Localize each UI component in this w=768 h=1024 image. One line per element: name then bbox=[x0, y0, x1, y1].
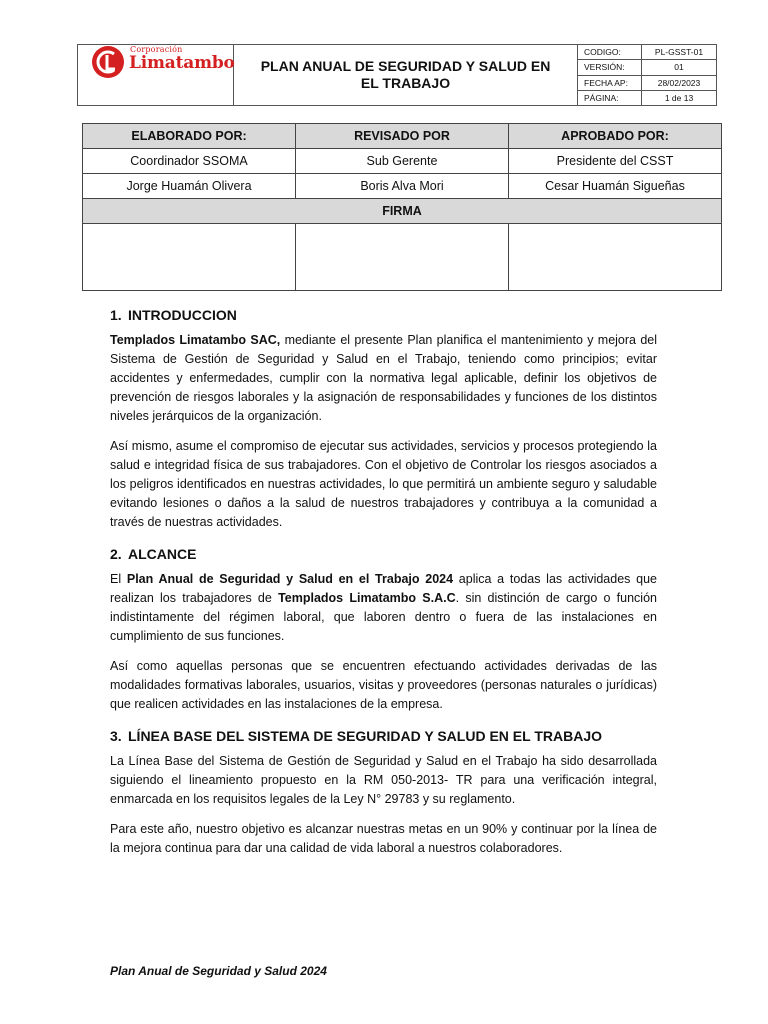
section-heading bbox=[110, 305, 657, 325]
meta-value: 28/02/2023 bbox=[657, 77, 701, 88]
section-heading bbox=[110, 544, 657, 564]
document-body bbox=[110, 305, 657, 858]
paragraph-text: El bbox=[110, 572, 127, 586]
meta-value: 01 bbox=[674, 62, 684, 73]
paragraph: Así mismo, asume el compromiso de ejecutar sus actividades, servicios y procesos protegiendo la salud e integridad física de sus trabajadores. Con el objetivo de Controlar los riesgos asociados a los peligros identificados en nuestras actividades, lo que permitirá un ambiente seguro y saludable evitando lesiones o daños a la salud de nuestros trabajadores y contribuya a la comunidad a través de nuestras actividades. bbox=[110, 439, 657, 529]
paragraph-text: . sin distinción de cargo o función indistintamente del régimen laboral, que laboren dentro o fuera de las instalaciones en cumplimiento de sus funciones. bbox=[110, 591, 657, 643]
section-number: 2. bbox=[110, 546, 122, 562]
paragraph: Así como aquellas personas que se encuentren efectuando actividades derivadas de las modalidades formativas laborales, usuarios, visitas y proveedores (personas naturales o jurídicas) que realicen actividades en las instalaciones de la empresa. bbox=[110, 659, 657, 711]
meta-row-version bbox=[578, 60, 716, 75]
signature-header: FIRMA bbox=[83, 199, 722, 224]
paragraph bbox=[110, 570, 657, 646]
approval-header: REVISADO POR bbox=[296, 124, 509, 149]
paragraph: La Línea Base del Sistema de Gestión de Seguridad y Salud en el Trabajo ha sido desarrollada siguiendo el lineamiento propuesto en la RM 050-2013- TR para una verificación integral, enmarcada en los requisitos legales de la Ley N° 29783 y su reglamento. bbox=[110, 754, 657, 806]
paragraph bbox=[110, 331, 657, 426]
document-title: PLAN ANUAL DE SEGURIDAD Y SALUD EN EL TRABAJO bbox=[234, 45, 578, 105]
limatambo-logo-icon bbox=[91, 45, 125, 79]
meta-key: FECHA AP: bbox=[578, 76, 642, 90]
paragraph-text: mediante el presente Plan planifica el mantenimiento y mejora del Sistema de Gestión de Seguridad y Salud en el Trabajo, teniendo como principios; evitar accidentes y enfermedades, cumplir con la normativa legal aplicable, definir los objetivos de prevención de riesgos laborales y la asignación de responsabilidades y funciones de los distintos niveles jerárquicos de la organización. bbox=[110, 333, 658, 423]
section-number: 1. bbox=[110, 307, 122, 323]
meta-key: VERSIÓN: bbox=[578, 60, 642, 74]
signature-cell bbox=[296, 224, 509, 291]
section-title: ALCANCE bbox=[128, 546, 197, 562]
document-header bbox=[77, 44, 717, 106]
approval-role: Coordinador SSOMA bbox=[83, 149, 296, 174]
section-title: LÍNEA BASE DEL SISTEMA DE SEGURIDAD Y SALUD EN EL TRABAJO bbox=[128, 728, 602, 744]
meta-value: PL-GSST-01 bbox=[654, 47, 704, 58]
bold-text: Templados Limatambo S.A.C bbox=[278, 591, 456, 605]
signature-cell bbox=[83, 224, 296, 291]
document-meta bbox=[578, 45, 716, 105]
approval-header: APROBADO POR: bbox=[509, 124, 722, 149]
approval-name: Boris Alva Mori bbox=[296, 174, 509, 199]
paragraph: Para este año, nuestro objetivo es alcanzar nuestras metas en un 90% y continuar por la línea de la mejora continua para dar una calidad de vida laboral a nuestros colaboradores. bbox=[110, 822, 657, 855]
page-footer: Plan Anual de Seguridad y Salud 2024 bbox=[110, 964, 327, 978]
bold-text: Plan Anual de Seguridad y Salud en el Trabajo 2024 bbox=[126, 572, 454, 586]
meta-row-date bbox=[578, 76, 716, 91]
logo-wordmark: Limatambo bbox=[129, 53, 235, 73]
logo-subtitle: Corporación bbox=[130, 45, 183, 54]
company-logo bbox=[78, 45, 234, 105]
approval-name: Jorge Huamán Olivera bbox=[83, 174, 296, 199]
signature-cell bbox=[509, 224, 722, 291]
approval-role: Sub Gerente bbox=[296, 149, 509, 174]
approval-header: ELABORADO POR: bbox=[83, 124, 296, 149]
meta-row-code bbox=[578, 45, 716, 60]
meta-key: PÁGINA: bbox=[578, 91, 642, 105]
approval-role: Presidente del CSST bbox=[509, 149, 722, 174]
section-title: INTRODUCCION bbox=[128, 307, 237, 323]
paragraph-text: aplica a todas las actividades que realizan los trabajadores de bbox=[110, 572, 658, 605]
section-number: 3. bbox=[110, 728, 122, 744]
section-heading bbox=[110, 726, 657, 746]
meta-row-page bbox=[578, 91, 716, 105]
approval-name: Cesar Huamán Sigueñas bbox=[509, 174, 722, 199]
meta-key: CODIGO: bbox=[578, 45, 642, 59]
approval-table bbox=[82, 123, 722, 291]
bold-text: Templados Limatambo SAC, bbox=[110, 333, 281, 347]
meta-value: 1 de 13 bbox=[664, 92, 694, 103]
